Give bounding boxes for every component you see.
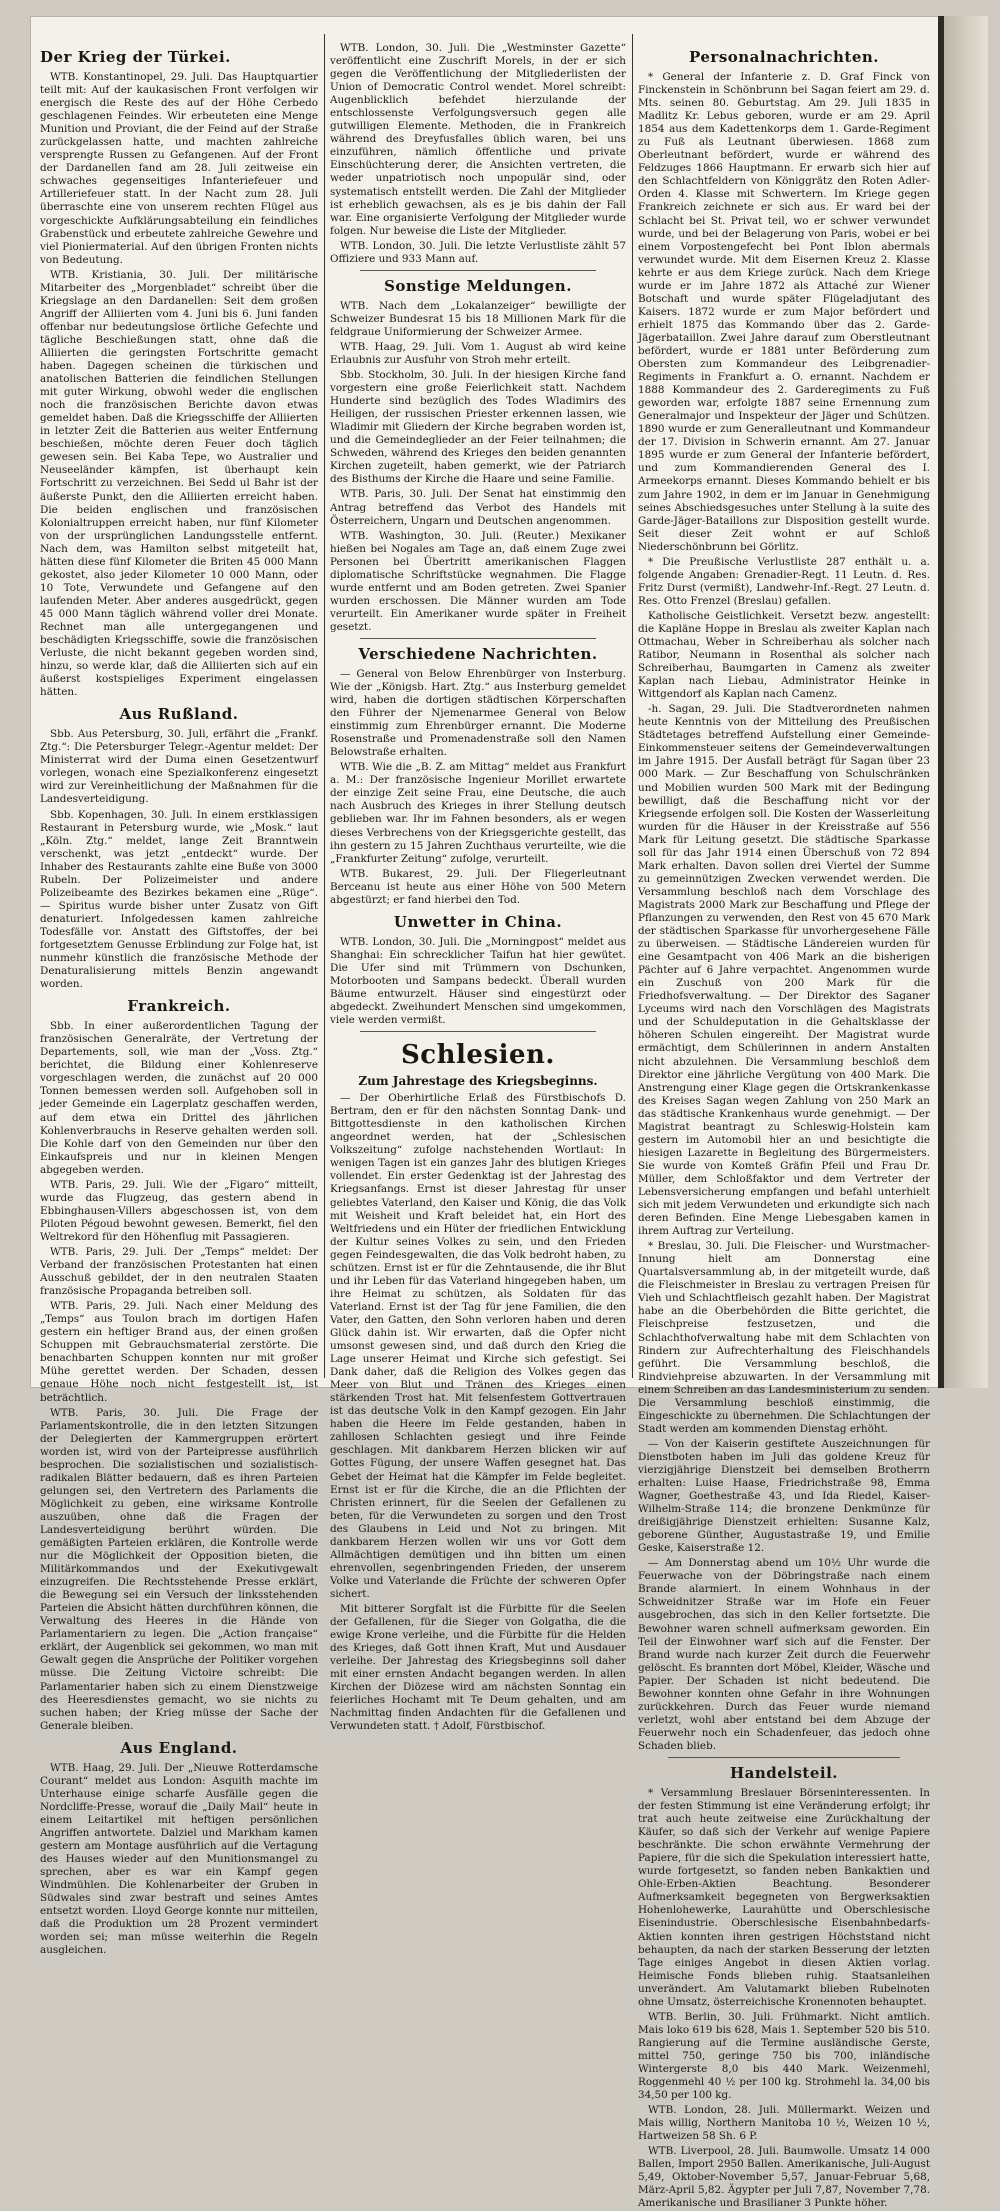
article-paragraph: WTB. Haag, 29. Juli. Der „Nieuwe Rotterdamsche Courant“ meldet aus London: Asquith machte im Unterhause einige scharfe Ausfälle gegen die Nordcliffe-Presse, worauf die „Daily Mail“ heute in einem Leitartikel mit heftigen persönlichen Angriffen antwortete. Dalziel und Markham kamen gestern am Montage ausführlich auf die Vertagung des Hauses wieder auf den Munitionsmangel zu sprechen, aber es war ein Kampf gegen Windmühlen. Die Kohlenarbeiter der Gruben in Südwales sind zwar bestraft und seines Amtes entsetzt worden. Lloyd George konnte nur mitteilen, daß die Produktion um 28 Prozent vermindert worden sei; man müsse weiterhin die Regeln ausgleichen.	[40, 1761, 318, 1957]
article-headline: Zum Jahrestage des Kriegsbeginns.	[358, 1074, 598, 1089]
column-divider	[632, 34, 633, 1378]
article-paragraph: — Am Donnerstag abend um 10½ Uhr wurde die Feuerwache von der Döbringstraße nach einem Brande alarmiert. In einem Wohnhaus in der Schweidnitzer Straße war im Hofe ein Feuer ausgebrochen, das sich in den Keller fortsetzte. Die Bewohner waren schnell aufmerksam geworden. Ein Teil der Einwohner warf sich auf die Fenster. Der Brand wurde nach kurzer Zeit durch die Feuerwehr gelöscht. Es brannten dort Möbel, Kleider, Wäsche und Papier. Der Schaden ist nicht bedeutend. Die Bewohner konnten ohne Gefahr in ihre Wohnungen zurückkehren. Durch das Feuer wurde niemand verletzt, wohl aber entstand bei dem Abzuge der Feuerwehr noch ein Schadenfeuer, das jedoch ohne Schaden blieb.	[638, 1557, 930, 1752]
article-paragraph: WTB. Paris, 30. Juli. Der Senat hat einstimmig den Antrag betreffend das Verbot des Handels mit Österreichern, Ungarn und Deutschen angenommen.	[330, 488, 626, 527]
article-paragraph: Katholische Geistlichkeit. Versetzt bezw. angestellt: die Kapläne Hoppe in Breslau als zweiter Kaplan nach Ottmachau, Weber in Schreiberhau als solcher nach Ratibor, Neumann in Rosenthal als solcher nach Schreiberhau, Baumgarten in Camenz als zweiter Kaplan nach Liebau, Administrator Heinke in Wittgendorf als Kaplan nach Camenz.	[638, 609, 930, 701]
article-paragraph: Sbb. Stockholm, 30. Juli. In der hiesigen Kirche fand vorgestern eine große Feierlichkeit statt. Nachdem Hunderte sind bezüglich des Todes Wladimirs des Heiligen, der russischen Priester erkennen lassen, wie Wladimir mit Gliedern der Kirche begraben worden ist, und die Gemeindeglieder an der Feier teilnahmen; die Schweden, während des Krieges den beiden genannten Kirchen zugeteilt, haben gemerkt, wie der Patriarch des Bisthums der Kirche die Haare und seine Familie.	[330, 369, 626, 486]
section-divider	[360, 270, 596, 271]
section-heading-russia: Aus Rußland.	[119, 705, 239, 724]
section-heading-commerce: Handelsteil.	[729, 1764, 839, 1782]
section-heading-personnel: Personalnachrichten.	[689, 48, 879, 66]
section-heading-silesia: Schlesien.	[401, 1040, 555, 1071]
article-paragraph: Sbb. Kopenhagen, 30. Juli. In einem erstklassigen Restaurant in Petersburg wurde, wie „Mosk.“ laut „Köln. Ztg.“ meldet, lange Zeit Branntwein verschenkt, was jetzt „entdeckt“ wurde. Der Inhaber des Restaurants zahlte eine Buße von 3000 Rubeln. Der Polizeimeister und andere Polizeibeamte des Bezirkes bekamen eine „Rüge“. — Spiritus wurde bisher unter Zusatz von Gift denaturiert. Infolgedessen kamen zahlreiche Todesfälle vor. Anstatt des Giftstoffes, der bei fortgesetztem Genusse Erblindung zur Folge hat, ist nunmehr künstlich die französische Methode der Denaturalisierung mittels Benzin angewandt worden.	[40, 808, 318, 991]
article-paragraph: WTB. Paris, 29. Juli. Der „Temps“ meldet: Der Verband der französischen Protestanten hat einen Ausschuß gebildet, der in den neutralen Staaten französische Propaganda betreiben soll.	[40, 1245, 318, 1298]
article-paragraph: WTB. Bukarest, 29. Juli. Der Fliegerleutnant Berceanu ist heute aus einer Höhe von 500 Metern abgestürzt; er fand hierbei den Tod.	[330, 867, 626, 906]
article-paragraph: Sbb. In einer außerordentlichen Tagung der französischen Generalräte, der Vertretung der Departements, soll, wie man der „Voss. Ztg.“ berichtet, die Bildung einer Kohlenreserve vorgeschlagen werden, die zunächst auf 20 000 Tonnen bemessen werden soll. Aufgehoben soll in jeder Gemeinde ein Lagerplatz geschaffen werden, auf dem etwa ein Drittel des jährlichen Kohlenverbrauchs in Reserve gehalten werden soll. Die Kohle darf von den Gemeinden nur über den Einkaufspreis und nur in kleinen Mengen abgegeben werden.	[40, 1020, 318, 1176]
article-paragraph: WTB. Liverpool, 28. Juli. Baumwolle. Umsatz 14 000 Ballen, Import 2950 Ballen. Amerikanische, Juli-August 5,49, Oktober-November 5,57, Januar-Februar 5,68, März-April 5,82. Ägypter per Juli 7,87, November 7,78. Amerikanische und Brasilianer 3 Punkte höher.	[638, 2145, 930, 2210]
column-middle	[330, 42, 626, 1733]
article-paragraph: WTB. Paris, 29. Juli. Nach einer Meldung des „Temps“ aus Toulon brach im dortigen Hafen gestern ein heftiger Brand aus, der einen großen Schuppen mit Gebrauchsmaterial zerstörte. Die benachbarten Schuppen konnten nur mit großer Mühe gerettet werden. Der Schaden, dessen genaue Höhe noch nicht festgestellt ist, ist beträchtlich.	[40, 1300, 318, 1404]
article-paragraph: WTB. Paris, 30. Juli. Die Frage der Parlamentskontrolle, die in den letzten Sitzungen der Delegierten der Kammergruppen erörtert worden ist, wird von der Parteipresse ausführlich besprochen. Die sozialistischen und sozialistisch-radikalen Blätter bedauern, daß es ihren Parteien gelungen sei, den Vertretern des Parlaments die Möglichkeit zu geben, eine wirksame Kontrolle auszuüben, ohne daß die Fragen der Landesverteidigung berührt würden. Die gemäßigten Parteien erklären, die Kontrolle werde nur die Möglichkeit der Opposition bieten, die Militärkommandos und der Exekutivgewalt einzugreifen. Die Rechtsstehende Presse erklärt, die Bewegung sei ein Versuch der linksstehenden Parteien die Absicht hätten durchführen können, die Verwaltung des Heeres in die Hände von Parlamentariern zu legen. Die „Action française“ erklärt, der Augenblick sei gekommen, wo man mit Gewalt gegen die Ansprüche der Politiker vorgehen müsse. Die Zeitung Victoire schreibt: Die Parlamentarier haben sich zu einem Dienstzweige des Heeresdienstes gemacht, wo sie nichts zu suchen haben; der Krieg müsse der Sache der Generale bleiben.	[40, 1406, 318, 1732]
section-divider	[668, 1757, 900, 1758]
column-divider	[324, 34, 325, 1378]
column-left	[40, 42, 318, 1957]
page-margin-strip	[944, 16, 988, 1388]
article-paragraph: WTB. Nach dem „Lokalanzeiger“ bewilligte der Schweizer Bundesrat 15 bis 18 Millionen Mark für die feldgraue Uniformierung der Schweizer Armee.	[330, 299, 626, 338]
column-right	[638, 42, 930, 2210]
article-paragraph: — General von Below Ehrenbürger von Insterburg. Wie der „Königsb. Hart. Ztg.“ aus Insterburg gemeldet wird, haben die dortigen städtischen Körperschaften den Führer der Njemenarmee General von Below einstimmig zum Ehrenbürger ernannt. Die Moderne Rosenstraße und Promenadenstraße soll den Namen Belowstraße erhalten.	[330, 667, 626, 759]
section-heading-storm-china: Unwetter in China.	[393, 912, 563, 931]
article-paragraph: -h. Sagan, 29. Juli. Die Stadtverordneten nahmen heute Kenntnis von der Mitteilung des Preußischen Städtetages betreffend Aufstellung einer Gemeinde-Einkommensteuer seitens der Gemeindeverwaltungen im Jahre 1915. Der Ausfall beträgt für Sagan über 23 000 Mark. — Zur Beschaffung von Schulschränken und Mobilien wurden 500 Mark mit der Bedingung bewilligt, daß die Beschaffung nicht vor der Kriegsende erfolgen soll. Die Kosten der Wasserleitung wurden für die Häuser in der Kreisstraße auf 556 Mark für Leitung gesetzt. Die städtische Sparkasse soll für das Jahr 1914 einen Überschuß von 72 894 Mark erhalten. Davon sollen drei Viertel der Summe zu gemeinnützigen Zwecken verwendet werden. Die Versammlung beschloß nach dem Vorschlage des Magistrats 2000 Mark zur Beschaffung und Pflege der Pflanzungen zu verwenden, den Rest von 45 670 Mark der städtischen Sparkasse für unvorhergesehene Fälle zu überweisen. — Städtische Ländereien wurden für eine Gesamtpacht von 406 Mark an die bisherigen Pächter auf 6 Jahre verpachtet. Angenommen wurde ein Zuschuß von 200 Mark für die Friedhofsverwaltung. — Der Direktor des Saganer Lyceums wird nach den Vorschlägen des Magistrats und der Schuldeputation in die Gehaltsklasse der höheren Schulen eingereiht. Der Magistrat wurde ermächtigt, dem Schülerinnen in andern Anstalten nicht abzulehnen. Die Versammlung beschloß dem Direktor eine jährliche Vergütung von 400 Mark. Die Anstrengung einer Klage gegen die Ortskrankenkasse des Kreises Sagan wegen Zahlung von 250 Mark an das städtische Krankenhaus wurde genehmigt. — Der Magistrat beantragt zu Schleswig-Holstein kam gestern im Automobil hier an und besichtigte die hiesigen Lazarette in Begleitung des Bürgermeisters. Sie wurde von Komteß Gräfin Pfeil und Frau Dr. Müller, dem Schloßfaktor und dem Vertreter der Lebensversicherung empfangen und befahl unterhielt sich mit jedem Verwundeten und erkundigte sich nach deren Befinden. Eine Menge Liebesgaben kamen in ihrem Auftrag zur Verteilung.	[638, 703, 930, 1238]
article-paragraph: WTB. Berlin, 30. Juli. Frühmarkt. Nicht amtlich. Mais loko 619 bis 628, Mais 1. September 520 bis 510. Rangierung auf die Termine ausländische Gerste, mittel 750, geringe 750 bis 700, inländische Wintergerste 8,0 bis 440 Mark. Weizenmehl, Roggenmehl 40 ½ per 100 kg. Strohmehl la. 34,00 bis 34,50 per 100 kg.	[638, 2010, 930, 2102]
article-paragraph: Mit bitterer Sorgfalt ist die Fürbitte für die Seelen der Gefallenen, für die Sieger von Golgatha, die die ewige Krone verleihe, und die Fürbitte für die Helden des Krieges, daß Gott ihnen Kraft, Mut und Ausdauer verleihe. Der Jahrestag des Kriegsbeginns soll daher mit einer ernsten Andacht begangen werden. In allen Kirchen der Diözese wird am nächsten Sonntag ein feierliches Hochamt mit Te Deum gehalten, und am Nachmittag finden Andachten für die Gefallenen und Verwundeten statt. † Adolf, Fürstbischof.	[330, 1602, 626, 1733]
article-paragraph: * General der Infanterie z. D. Graf Finck von Finckenstein in Schönbrunn bei Sagan feiert am 29. d. Mts. seinen 80. Geburtstag. Am 29. Juli 1835 in Madlitz Kr. Lebus geboren, wurde er am 29. April 1854 aus dem Kadettenkorps dem 1. Garde-Regiment zu Fuß als Leutnant überwiesen. 1868 zum Oberleutnant befördert, wurde er während des Feldzuges 1866 Hauptmann. Er erwarb sich hier auf den Schlachtfeldern von Königgrätz den Roten Adler-Orden 4. Klasse mit Schwertern. Im Kriege gegen Frankreich zeichnete er sich aus. Er ward bei der Schlacht bei St. Privat teil, wo er schwer verwundet wurde, und bei der Belagerung von Paris, wobei er bei einem Vorpostengefecht bei Pont Iblon abermals verwundet wurde. Mit dem Eisernen Kreuz 2. Klasse kehrte er aus dem Kriege zurück. Nach dem Kriege wurde er im Jahre 1872 als Attaché zur Wiener Botschaft und wurde später Flügeladjutant des Kaisers. 1872 wurde er zum Major befördert und erhielt 1875 das Kommando über das 2. Garde-Jägerbataillon. Zwei Jahre darauf zum Oberstleutnant befördert, wurde er 1881 unter Beförderung zum Obersten zum Kommandeur des Leibgrenadier-Regiments in Frankfurt a. O. ernannt. Nachdem er 1888 Kommandeur des 2. Garderegiments zu Fuß geworden war, erfolgte 1887 seine Ernennung zum Generalmajor und Inspekteur der Jäger und Schützen. 1890 wurde er zum Generalleutnant und Kommandeur der 17. Division in Schwerin ernannt. Am 27. Januar 1895 wurde er zum General der Infanterie befördert, und zum Kommandierenden General des I. Armeekorps ernannt. Dieses Kommando behielt er bis zum Jahre 1902, in dem er im Januar in Genehmigung seines Abschiedsgesuches unter Stellung à la suite des Garde-Jäger-Bataillons zur Disposition gestellt wurde. Seit dieser Zeit wohnt er auf Schloß Niederschönbrunn bei Görlitz.	[638, 71, 930, 553]
section-heading-other-reports: Sonstige Meldungen.	[384, 276, 572, 295]
article-paragraph: WTB. Kristiania, 30. Juli. Der militärische Mitarbeiter des „Morgenbladet“ schreibt über die Kriegslage an den Dardanellen: Seit dem großen Angriff der Alliierten vom 4. Juni bis 6. Juni fanden offenbar nur bedeutungslose örtliche Gefechte und tägliche Beschießungen statt, ohne daß die Alliierten die geringsten Fortschritte gemacht haben. Dagegen scheinen die türkischen und anatolischen Batterien die feindlichen Stellungen mit guter Wirkung, obwohl weder die englischen noch die französischen Berichte davon etwas gemeldet haben. Daß die Kriegsschiffe der Alliierten in letzter Zeit die Batterien aus weiter Entfernung beschießen, möchte deren Feuer doch täglich gewesen sein. Bei Kaba Tepe, wo Australier und Neuseeländer kämpfen, ist überhaupt kein Fortschritt zu verzeichnen. Bei Sedd ul Bahr ist der äußerste Punkt, den die Alliierten erreicht haben. Die beiden englischen und französischen Kolonialtruppen erreicht haben, nur fünf Kilometer von der ursprünglichen Landungsstelle entfernt. Nach dem, was Hamilton selbst mitgeteilt hat, hätten diese fünf Kilometer die Briten 45 000 Mann gekostet, also jeder Kilometer 10 000 Mann, oder 10 Tote, Verwundete und Gefangene auf den laufenden Meter. Aber anderes ausgedrückt, gegen 45 000 Mann täglich während voller drei Monate. Rechnet man alle untergegangenen und beschädigten Kriegsschiffe, sowie die französischen Verluste, die nicht bekannt gegeben worden sind, hinzu, so werde klar, daß die Alliierten sich auf ein äußerst kostspieliges Experiment eingelassen hätten.	[40, 268, 318, 699]
article-paragraph: WTB. Washington, 30. Juli. (Reuter.) Mexikaner hießen bei Nogales am Tage an, daß einem Zuge zwei Personen bei Übertritt amerikanischen Flaggen diplomatische Schriftstücke wegnahmen. Die Flagge wurde entfernt und am Boden getreten. Zwei Spanier wurden erschossen. Die Männer wurden am Tode verurteilt. Ein Amerikaner wurde später in Freiheit gesetzt.	[330, 529, 626, 633]
article-paragraph: WTB. London, 30. Juli. Die „Morningpost“ meldet aus Shanghai: Ein schrecklicher Taifun hat hier gewütet. Die Ufer sind mit Trümmern von Dschunken, Motorbooten und Sampans bedeckt. Überall wurden Bäume entwurzelt. Häuser sind eingestürzt oder abgedeckt. Zweihundert Menschen sind umgekommen, viele werden vermißt.	[330, 935, 626, 1027]
article-paragraph: — Der Oberhirtliche Erlaß des Fürstbischofs D. Bertram, den er für den nächsten Sonntag Dank- und Bittgottesdienste in den katholischen Kirchen angeordnet werden, hat der „Schlesischen Volkszeitung“ zufolge nachstehenden Wortlaut: In wenigen Tagen ist ein ganzes Jahr des blutigen Krieges vollendet. Ein erster Gedenktag ist der Jahrestag des Kriegsanfangs. Ernst ist dieser Jahrestag für unser geliebtes Vaterland, den Kaiser und König, die das Volk mit Weisheit und Kraft beleidet hat, ein Hort des Weltfriedens und ein Hüter der friedlichen Entwicklung der Kultur seines Volkes zu sein, und den Frieden gegen Feindesgewalten, die das Volk bedroht haben, zu schützen. Ernst ist er für die Zehntausende, die ihr Blut und ihr Leben für das Vaterland hingegeben haben, um ihre Heimat zu schützen, als Soldaten für das Vaterland. Ernst ist der Tag für jene Familien, die den Vater, den Gatten, den Sohn verloren haben und deren Glück dahin ist. Wir erwarten, daß die Opfer nicht umsonst gewesen sind, und daß durch den Krieg die Lage unserer Heimat und Kirche sich gefestigt. Sei Dank daher, daß die Religion des Volkes gegen das Meer von Blut und Tränen des Krieges einen stärkenden Trost hat. Mit felsenfestem Gottvertrauen ist das deutsche Volk in den Kampf gezogen. Ein Jahr haben die Heere im Felde gestanden, haben in zahllosen Schlachten gesiegt und ihre Feinde geschlagen. Mit dankbarem Herzen blicken wir auf Gottes Fügung, der unsere Waffen gesegnet hat. Das Gebet der Heimat hat die Kämpfer im Felde begleitet. Ernst ist er für die Kirche, die an die Pflichten der Christen erinnert, für die Seelen der Gefallenen zu beten, für die Verwundeten zu sorgen und den Trost des Glaubens in Leid und Not zu bringen. Mit dankbarem Herzen wollen wir uns vor Gott dem Allmächtigen demütigen und ihn bitten um einen ehrenvollen, segenbringenden Frieden, der unserem Volke und Vaterlande die Früchte der schweren Opfer sichert.	[330, 1092, 626, 1600]
article-paragraph: WTB. Wie die „B. Z. am Mittag“ meldet aus Frankfurt a. M.: Der französische Ingenieur Morillet erwartete der einzige Zeit seine Frau, eine Deutsche, die auch nach Ausbruch des Krieges in ihrer Stellung deutsch geblieben war. Ihr im Fahnen besonders, als er wegen dieses Verbrechens von der Kriegsgerichte gestellt, das ihn gestern zu 15 Jahren Zuchthaus verurteilte, wie die „Frankfurter Zeitung“ zufolge, verurteilt.	[330, 761, 626, 865]
section-divider	[360, 638, 596, 639]
article-paragraph: WTB. Haag, 29. Juli. Vom 1. August ab wird keine Erlaubnis zur Ausfuhr von Stroh mehr erteilt.	[330, 340, 626, 366]
article-paragraph: * Die Preußische Verlustliste 287 enthält u. a. folgende Angaben: Grenadier-Regt. 11 Leutn. d. Res. Fritz Durst (vermißt), Landwehr-Inf.-Regt. 27 Leutn. d. Res. Otto Frenzel (Breslau) gefallen.	[638, 555, 930, 607]
newspaper-page	[30, 16, 988, 2210]
article-paragraph: WTB. London, 28. Juli. Müllermarkt. Weizen und Mais willig, Northern Manitoba 10 ½, Weizen 10 ½, Hartweizen 58 Sh. 6 P.	[638, 2104, 930, 2143]
article-paragraph: WTB. Konstantinopel, 29. Juli. Das Hauptquartier teilt mit: Auf der kaukasischen Front verfolgen wir energisch die Reste des auf der Höhe Cerbedo geschlagenen Feindes. Wir erbeuteten eine Menge Munition und Proviant, die der Feind auf der Straße zurückgelassen hatte, und machten zahlreiche versprengte Russen zu Gefangenen. Auf der Front der Dardanellen fand am 28. Juli zeitweise ein schwaches gegenseitiges Infanteriefeuer und Artilleriefeuer statt. In der Nacht zum 28. Juli überraschte eine von unserem rechten Flügel aus vorgeschickte Aufklärungsabteilung ein feindliches Grabenstück und erbeutete zahlreiche Gewehre und viel Pioniermaterial. Auf den übrigen Fronten nichts von Bedeutung.	[40, 71, 318, 266]
section-heading-france: Frankreich.	[127, 997, 231, 1016]
article-paragraph: — Von der Kaiserin gestiftete Auszeichnungen für Dienstboten haben im Juli das goldene Kreuz für vierzigjährige Dienstzeit bei demselben Brotherrn erhalten: Luise Haase, Friedrichstraße 98, Emma Wagner, Goethestraße 43, und Ida Riedel, Kaiser-Wilhelm-Straße 114; die bronzene Denkmünze für dreißigjährige Dienstzeit erhielten: Susanne Kalz, geborene Günther, Augustastraße 19, und Emilie Geske, Kaiserstraße 12.	[638, 1437, 930, 1555]
section-heading-england: Aus England.	[120, 1738, 238, 1757]
article-paragraph: WTB. Paris, 29. Juli. Wie der „Figaro“ mitteilt, wurde das Flugzeug, das gestern abend in Ebbinghausen-Villers abgeschossen ist, von dem Piloten Pégoud bewohnt gewesen. Bemerkt, fiel den Weltrekord für den Höhenflug mit Passagieren.	[40, 1178, 318, 1243]
article-paragraph: Sbb. Aus Petersburg, 30. Juli, erfährt die „Frankf. Ztg.“: Die Petersburger Telegr.-Agentur meldet: Der Ministerrat wird der Duma einen Gesetzentwurf vorlegen, wonach eine Spezialkonferenz eingesetzt wird zur Vereinheitlichung der Maßnahmen für die Landesverteidigung.	[40, 728, 318, 806]
article-paragraph: WTB. London, 30. Juli. Die letzte Verlustliste zählt 57 Offiziere und 933 Mann auf.	[330, 239, 626, 265]
section-heading-turkey: Der Krieg der Türkei.	[40, 48, 231, 66]
article-paragraph: * Breslau, 30. Juli. Die Fleischer- und Wurstmacher-Innung hielt am Donnerstag eine Quartalsversammlung ab, in der mitgeteilt wurde, daß die Fleischmeister in Breslau zu vertragen Preisen für Vieh und Schlachtfleisch gezahlt haben. Der Magistrat habe an die Oberbehörden die Bitte gerichtet, die Fleischpreise festzusetzen, und die Schlachthofverwaltung habe mit dem Schlachten von Rindern zur Aufrechterhaltung des Fleischhandels geführt. Die Versammlung beschloß, die Rindviehpreise abzuwarten. In der Versammlung mit einem Schreiben an das Landesministerium zu senden. Die Versammlung beschloß einstimmig, die Eingeschickte zu übernehmen. Die Schlachtungen der Stadt werden am kommenden Dienstag erhöht.	[638, 1240, 930, 1435]
section-heading-miscellaneous: Verschiedene Nachrichten.	[358, 644, 598, 663]
section-divider	[360, 1031, 596, 1032]
article-paragraph: * Versammlung Breslauer Börseninteressenten. In der festen Stimmung ist eine Veränderung erfolgt; ihr trat auch heute zeitweise eine Zurückhaltung der Käufer, so daß sich der Verkehr auf wenige Papiere beschränkte. Die schon erwähnte Vermehrung der Papiere, für die sich die Spekulation interessiert hatte, wurde fortgesetzt, so fanden neben Bankaktien und Ohle-Erben-Aktien Beachtung. Besonderer Aufmerksamkeit begegneten von Bergwerksaktien Hohenlohewerke, Laurahütte und Oberschlesische Eisenindustrie. Oberschlesische Eisenbahnbedarfs-Aktien konnten ihren gestrigen Höchststand nicht behaupten, da nach der starken Besserung der letzten Tage einiges Angebot in diesen Aktien vorlag. Heimische Fonds blieben ruhig. Staatsanleihen unverändert. Am Valutamarkt blieben Rubelnoten ohne Umsatz, österreichische Kronennoten behauptet.	[638, 1787, 930, 2008]
article-paragraph: WTB. London, 30. Juli. Die „Westminster Gazette“ veröffentlicht eine Zuschrift Morels, in der er sich gegen die Veröffentlichung der Mitgliederlisten der Union of Democratic Control wendet. Morel schreibt: Augenblicklich befehdet hierzulande der entschlossenste Verfolgungsversuch gegen alle gutwilligen Elemente. Methoden, die in Frankreich während des Dreyfusfalles üblich waren, bei uns einzuführen, nämlich öffentliche und private Einschüchterung derer, die Ansichten vertreten, die weder unpatriotisch noch unpopulär sind, oder systematisch entstellt werden. Die Zahl der Mitglieder ist erheblich gewachsen, als es je bis dahin der Fall war. Eine organisierte Verfolgung der Mitglieder wurde folgen. Nur beweise die Liste der Mitglieder.	[330, 42, 626, 237]
